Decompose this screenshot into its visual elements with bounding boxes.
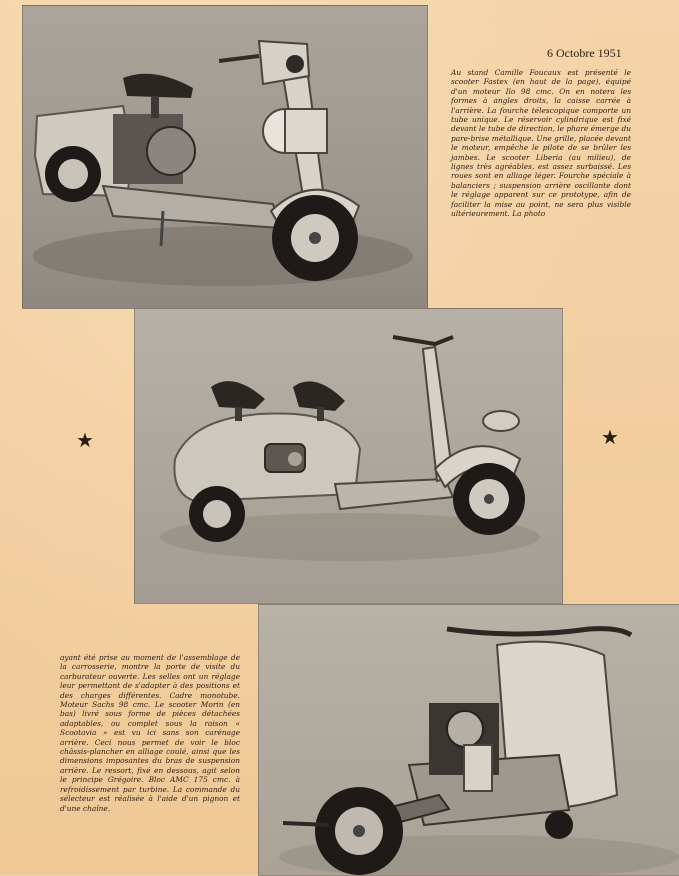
star-ornament-left: ★ <box>76 428 94 452</box>
liberia-scooter-illustration <box>135 309 562 603</box>
caption-liberia-morin: ayant été prise au moment de l'assemblage de la carrosserie, montre la porte de visite du carburateur ouverte. Les selles ont un réglage leur permettant de s'adapter à des positions et des charges différentes. Cadre monotube. Moteur Sachs 98 cmc. Le scooter Morin (en bas) livré sous forme de pièces détachées adaptables, ou complet sous la raison « Scootavia » est vu ici sans son carénage arrière. Ceci nous permet de voir le bloc châssis-plancher en alliage coulé, ainsi que les dimensions imposantes du bras de suspension arrière. Le ressort, fixé en dessous, agit selon le principe Grégoire. Bloc AMC 175 cmc. à refroidissement par turbine. La commande du sélecteur est réalisée à l'aide d'un pignon et d'une chaîne. <box>60 653 240 813</box>
morin-scooter-illustration <box>259 605 679 875</box>
photo-liberia-scooter <box>134 308 563 604</box>
caption-fastex-liberia: Au stand Camille Foucaux est présenté le scooter Fastex (en haut de la page), équipé d'un moteur Ilo 98 cmc. On en notera les formes à angles droits, la caisse carrée à l'arrière. La fourche télescopique comporte un tube unique. Le réservoir cylindrique est fixé devant le tube de direction, le phare émerge du pare-brise métallique. Une grille, placée devant le moteur, empêche le pilote de se brûler les jambes. Le scooter Liberia (au milieu), de lignes très agréables, est assez surbaissé. Les roues sont en alliage léger. Fourche spéciale à balanciers ; suspension arrière oscillante dont le réglage apparent sur ce prototype, afin de faciliter la mise au point, ne sera plus visible ultérieurement. La photo <box>451 68 631 219</box>
photo-fastex-scooter <box>22 5 428 309</box>
photo-morin-scooter <box>258 604 679 876</box>
fastex-scooter-illustration <box>23 6 427 308</box>
star-ornament-right: ★ <box>601 425 619 449</box>
issue-date: 6 Octobre 1951 <box>547 46 622 60</box>
